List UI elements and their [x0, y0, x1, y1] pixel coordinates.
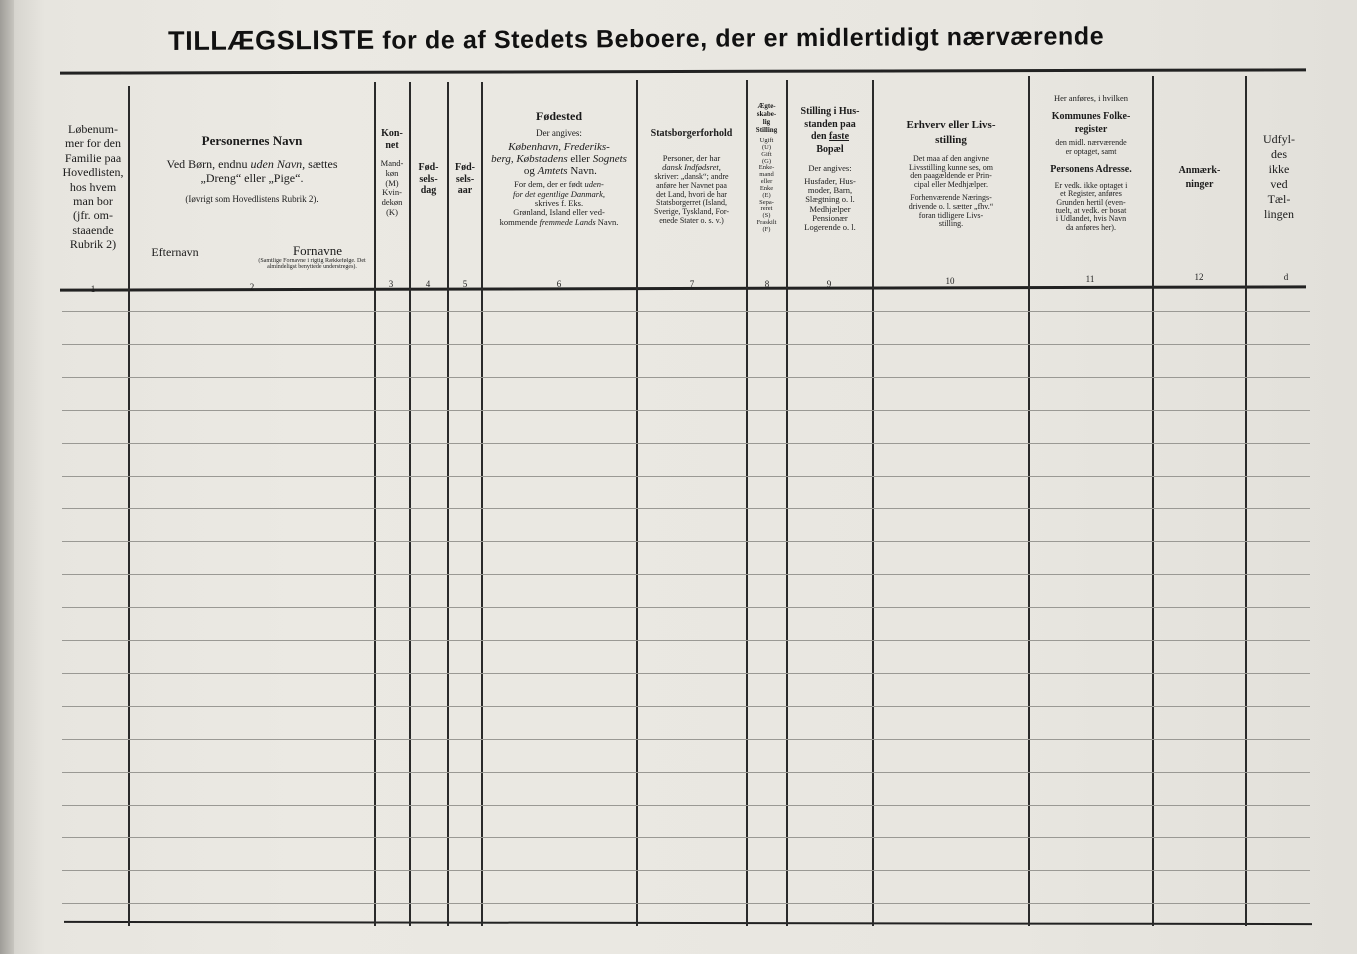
writing-line [62, 706, 1310, 707]
col6-p2a: For dem, der er født [514, 179, 583, 190]
col-line [409, 82, 411, 926]
col2-line1-italic: uden Navn, [250, 156, 306, 171]
form-title [168, 20, 1208, 57]
writing-line [62, 837, 1310, 838]
col6-p2b: uden- for det egentlige Danmark, [512, 179, 606, 199]
col2-note: (Iøvrigt som Hovedlistens Rubrik 2). [185, 193, 319, 204]
col12-header: Anmærk- ninger [1178, 165, 1221, 190]
col6-p3c: Navn. [597, 216, 619, 227]
col7-heading: Statsborgerforhold [650, 128, 733, 139]
col-number: 6 [556, 279, 562, 289]
col-line [481, 82, 483, 926]
col11-l1: Her anføres, i hvilken [1053, 94, 1129, 103]
col9-heading2: Bopæl [816, 143, 844, 155]
col11-heading2: Personens Adresse. [1050, 164, 1132, 176]
col9-heading-underlined: faste [829, 131, 850, 142]
writing-line [62, 805, 1310, 806]
col3-header [376, 128, 408, 218]
col7-header [637, 128, 746, 226]
writing-line [62, 443, 1310, 444]
col6-sub: Der angives: [536, 127, 582, 138]
writing-line [62, 541, 1310, 542]
col6-italic2: Sognets [592, 153, 627, 166]
bottom-rule [64, 921, 1312, 925]
writing-line [62, 311, 1310, 312]
writing-line [62, 344, 1310, 345]
col7-l3: skriver: „dansk“; andre anføre her Navnet paa det Land, hvori de har Statsborgerret (Island, Sverige, Tyskland, For- enede Stater o. s. v.) [653, 172, 730, 226]
col-line [1245, 76, 1247, 926]
col2-line1-end: sættes [308, 156, 338, 171]
col3-heading: Kon- net [381, 128, 403, 151]
col11-header [1030, 94, 1152, 232]
col10-heading: Erhverv eller Livs- stilling [906, 119, 996, 147]
col6-p3b: fremmede Lands [539, 216, 596, 227]
col2-fornavne-note: (Samtlige Fornavne i rigtig Rækkefølge. Det almindeligst benyttede understreges). [258, 258, 366, 271]
writing-line [62, 870, 1310, 871]
title-caps: TILLÆGSLISTE [168, 24, 375, 56]
writing-line [62, 508, 1310, 509]
col-number: 10 [945, 276, 955, 286]
col-number: 5 [462, 279, 468, 289]
col2-fornavne: Fornavne [292, 244, 343, 258]
writing-line [62, 476, 1310, 477]
col7-l1: Personer, der har [662, 152, 721, 163]
writing-line [62, 739, 1310, 740]
col10-p1: Det maa af den angivne Livsstilling kunne ses, om den paagældende er Prin- cipal eller Medhjælper. [909, 153, 993, 190]
col8-header [747, 102, 786, 234]
writing-line [62, 574, 1310, 575]
col3-text: Mand- køn (M) Kvin- dekøn (K) [380, 158, 404, 217]
col9-sub: Der angives: [808, 163, 852, 173]
col10-p2: Forhenværende Nærings- drivende o. l. sætter „fhv.“ foran tidligere Livs- stilling. [908, 192, 994, 229]
col8-heading: Ægte- skabe- lig Stilling [755, 102, 778, 135]
col6-p3a: Grønland, Island eller ved- kommende [499, 207, 605, 227]
col8-text: Ugift (U) Gift (G) Enke- mand eller Enke (E) Sepa- reret (S) Fraskilt (F) [756, 137, 777, 233]
col6-italic1: København, Frederiks- berg, Købstadens [491, 141, 610, 166]
col-number: 8 [764, 279, 770, 289]
col7-l2: dansk Indfødsret, [662, 162, 721, 173]
col6-mid2: og [521, 165, 538, 178]
col6-mid1: eller [567, 153, 590, 166]
col6-heading: Fødested [536, 110, 582, 123]
writing-line [62, 673, 1310, 674]
col6-p2c: skrives f. Eks. [534, 198, 584, 209]
writing-line [62, 903, 1310, 904]
title-rest: for de af Stedets Beboere, der er midlertidigt nærværende [374, 22, 1105, 55]
col-number: 11 [1085, 274, 1095, 284]
col6-header [484, 110, 634, 227]
col2-line1: Ved Børn, endnu [166, 156, 248, 171]
col-number: 1 [90, 284, 96, 294]
col5-header: Fød- sels- aar [455, 162, 475, 196]
col11-l2: den midl. nærværende er optaget, samt [1055, 137, 1127, 156]
col11-heading: Kommunes Folke- register [1051, 110, 1131, 135]
col2-header [132, 134, 372, 204]
col-number: d [1283, 272, 1289, 282]
col2-efternavn: Efternavn [151, 246, 199, 259]
col-number: 4 [425, 279, 431, 289]
col-number: 7 [689, 279, 695, 289]
cold-header: Udfyl- des ikke ved Tæl- lingen [1263, 132, 1295, 221]
col2-line2: „Dreng“ eller „Pige“. [200, 170, 304, 185]
col1-header: Løbenum- mer for den Familie paa Hovedlisten, hos hvem man bor (jfr. om- staaende Rubrik 2) [62, 122, 124, 252]
col-number: 3 [388, 279, 394, 289]
col2-heading: Personernes Navn [201, 134, 303, 148]
col10-header [874, 118, 1028, 229]
writing-line [62, 377, 1310, 378]
col-number: 12 [1194, 272, 1204, 282]
top-rule [60, 68, 1306, 74]
col9-header [788, 106, 872, 233]
writing-line [62, 640, 1310, 641]
col-line [1152, 76, 1154, 926]
col4-header: Fød- sels- dag [418, 162, 439, 196]
writing-line [62, 410, 1310, 411]
col11-p: Er vedk. ikke optaget i et Register, anføres Grunden hertil (even- tuelt, at vedk. er bosat i Udlandet, hvis Navn da anføres her). [1054, 180, 1128, 232]
col9-text: Husfader, Hus- moder, Barn, Slægtning o. l. Medhjælper Pensionær Logerende o. l. [804, 175, 856, 233]
col-line [447, 82, 449, 926]
col-number: 2 [249, 282, 255, 292]
col6-end: Navn. [567, 165, 597, 178]
col-line [128, 86, 130, 926]
writing-line [62, 772, 1310, 773]
col-number: 9 [826, 279, 832, 289]
writing-line [62, 607, 1310, 608]
col6-italic3: Amtets [537, 165, 568, 178]
col9-heading1: Stilling i Hus- standen paa den [800, 106, 860, 142]
binding-edge [0, 0, 14, 954]
